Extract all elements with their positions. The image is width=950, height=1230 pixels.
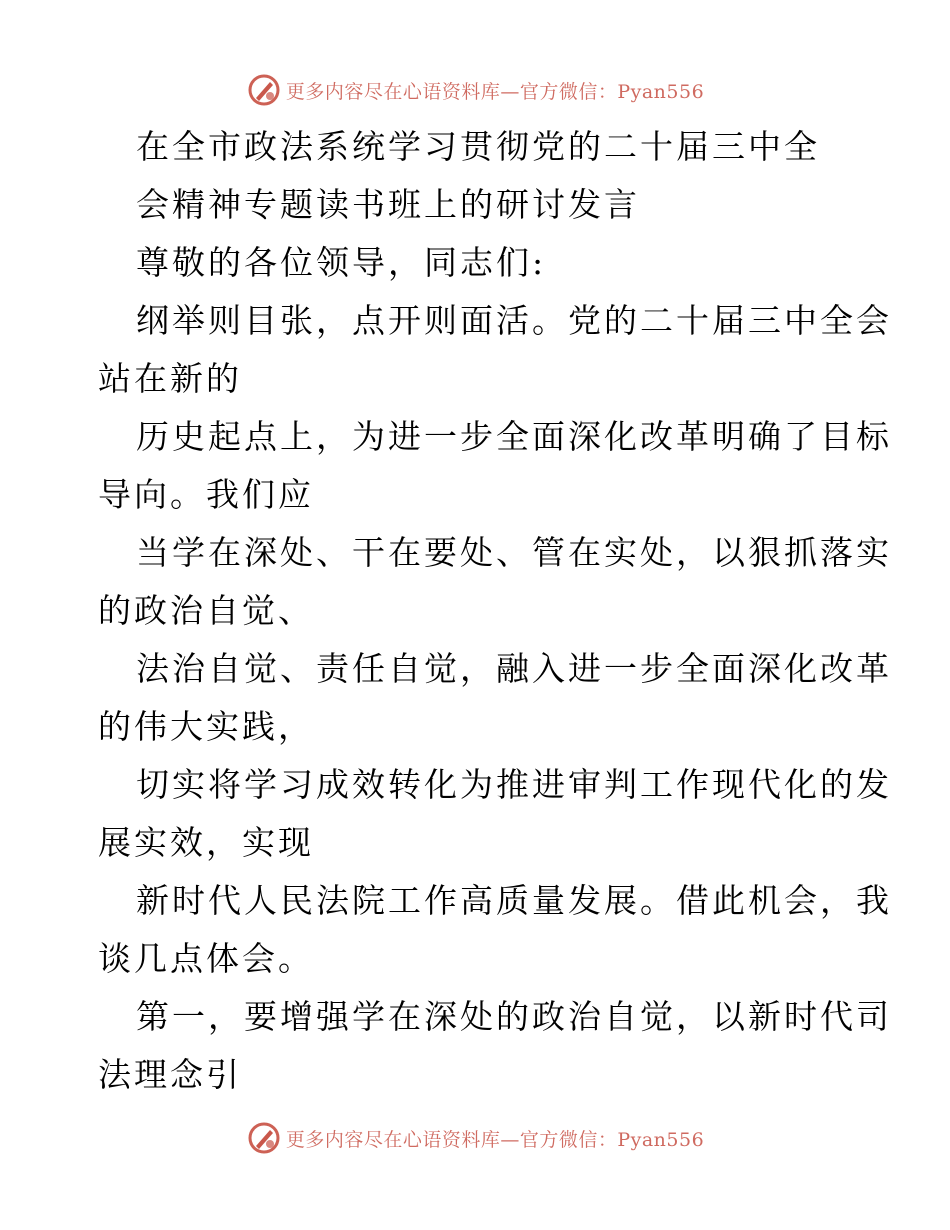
watermark-text: 更多内容尽在心语资料库—官方微信：Pyan556 — [285, 1128, 705, 1151]
body-line: 当学在深处、干在要处、管在实处，以狠抓落实 — [136, 533, 892, 572]
watermark-text: 更多内容尽在心语资料库—官方微信：Pyan556 — [285, 80, 705, 103]
pen-circle-logo-icon — [246, 1120, 282, 1156]
body-line: 展实效，实现 — [98, 823, 314, 862]
body-line: 尊敬的各位领导，同志们: — [136, 243, 547, 282]
document-body — [98, 118, 892, 1104]
body-line: 导向。我们应 — [98, 475, 314, 514]
document-title-line-1: 在全市政法系统学习贯彻党的二十届三中全 — [136, 127, 820, 166]
pen-circle-logo-icon — [246, 72, 282, 108]
body-line: 站在新的 — [98, 359, 242, 398]
body-line: 切实将学习成效转化为推进审判工作现代化的发 — [136, 765, 892, 804]
body-line: 第一，要增强学在深处的政治自觉，以新时代司 — [136, 997, 892, 1036]
body-line: 历史起点上，为进一步全面深化改革明确了目标 — [136, 417, 892, 456]
body-line: 新时代人民法院工作高质量发展。借此机会，我 — [136, 881, 892, 920]
watermark-banner-bottom — [0, 1118, 950, 1158]
body-paragraphs — [98, 234, 892, 1104]
body-line: 的政治自觉、 — [98, 591, 314, 630]
document-title-line-2: 会精神专题读书班上的研讨发言 — [136, 185, 640, 224]
body-line: 谈几点体会。 — [98, 939, 314, 978]
body-line: 法理念引 — [98, 1055, 242, 1094]
body-line: 的伟大实践， — [98, 707, 314, 746]
body-line: 法治自觉、责任自觉，融入进一步全面深化改革 — [136, 649, 892, 688]
watermark-banner-top — [0, 70, 950, 110]
body-line: 纲举则目张，点开则面活。党的二十届三中全会 — [136, 301, 892, 340]
